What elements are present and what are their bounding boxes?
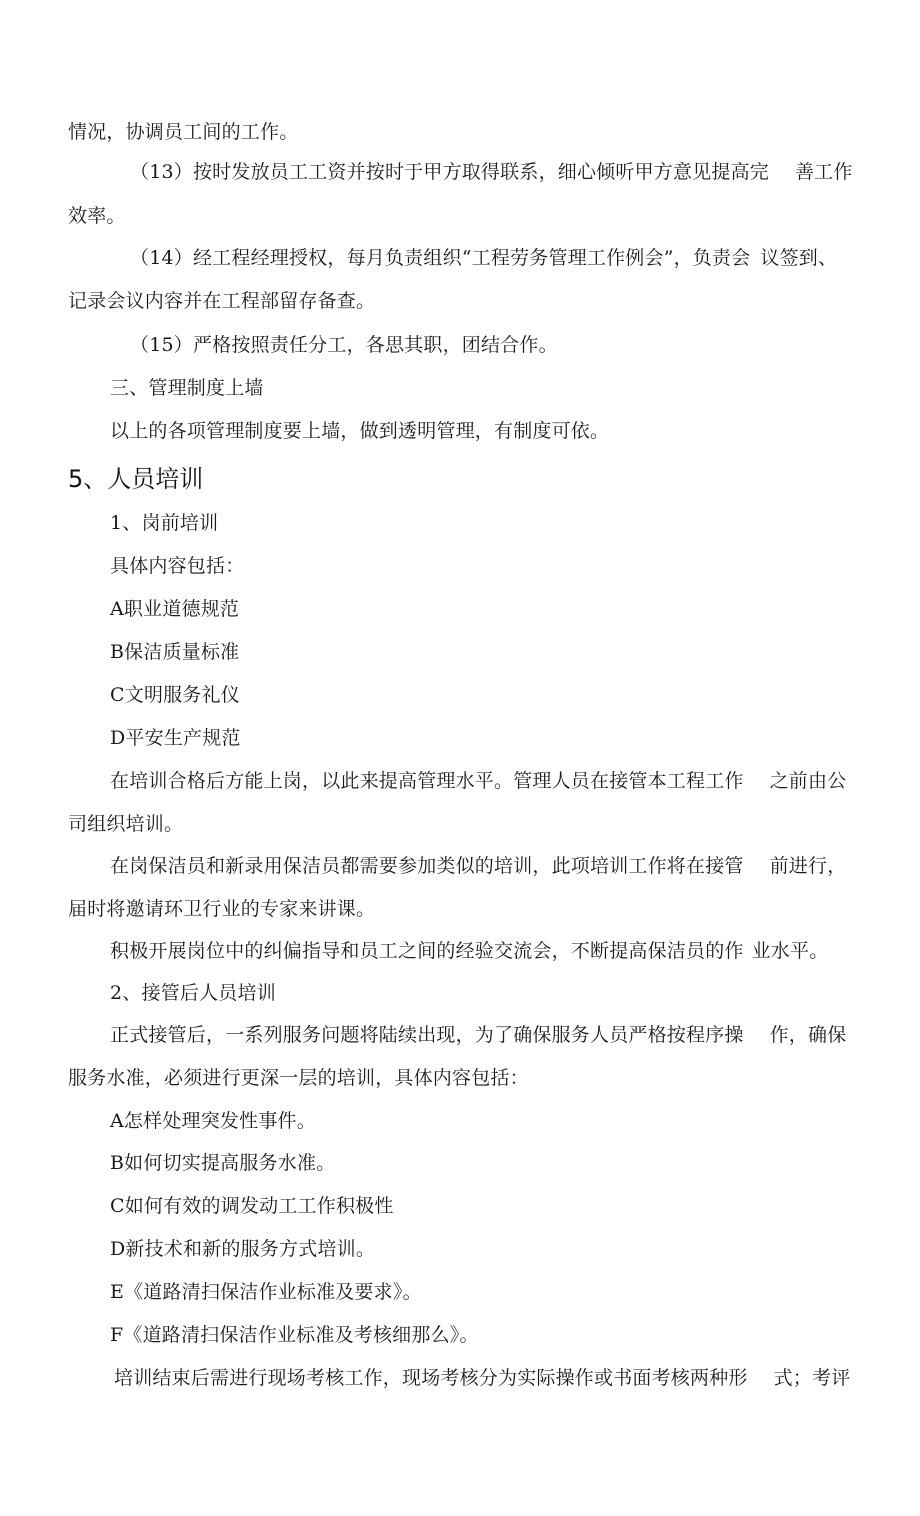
text-run: E《道路清扫保洁作业标准及要求》。	[110, 1281, 422, 1303]
text-run: 届时将邀请环卫行业的专家来讲课。	[68, 898, 376, 920]
text-run: 记录会议内容并在工程部留存备查。	[68, 290, 376, 312]
subsection-title	[110, 511, 218, 535]
paragraph-line	[110, 854, 846, 878]
text-run: 式；考评	[773, 1367, 851, 1389]
text-run: 业水平。	[751, 940, 829, 962]
text-run: F《道路清扫保洁作业标准及考核细那么》。	[110, 1324, 479, 1346]
text-run: 效率。	[68, 205, 126, 227]
paragraph-line-item-15	[130, 333, 558, 357]
list-item	[110, 1151, 335, 1175]
paragraph-line	[68, 1066, 529, 1090]
text-run: 在培训合格后方能上岗，以此来提高管理水平。管理人员在接管本工程工作	[110, 770, 744, 792]
list-item	[110, 726, 241, 750]
paragraph-line	[110, 419, 609, 443]
paragraph-line	[68, 897, 375, 921]
list-item	[110, 1109, 316, 1133]
text-run: 服务水准，必须进行更深一层的培训，具体内容包括：	[68, 1067, 529, 1089]
paragraph-line	[110, 939, 828, 963]
list-item	[110, 683, 240, 707]
text-run: 以上的各项管理制度要上墙，做到透明管理，有制度可依。	[110, 420, 610, 442]
text-run: A职业道德规范	[110, 598, 240, 620]
list-item	[110, 1323, 479, 1347]
chapter-heading: 5、人员培训	[68, 465, 204, 493]
paragraph-line	[68, 120, 298, 144]
subsection-title	[110, 981, 276, 1005]
text-run: 之前由公	[769, 770, 847, 792]
text-run: C如何有效的调发动工工作积极性	[110, 1195, 394, 1217]
paragraph-line	[68, 289, 375, 313]
paragraph-line	[110, 1023, 846, 1047]
text-run: 1、岗前培训	[110, 512, 219, 534]
text-run: 积极开展岗位中的纠偏指导和员工之间的经验交流会，不断提高保洁员的作	[110, 940, 744, 962]
text-run: A怎样处理突发性事件。	[110, 1110, 316, 1132]
list-item	[110, 1194, 394, 1218]
text-run: （14）经工程经理授权，每月负责组织“工程劳务管理工作例会”，负责会	[130, 247, 751, 269]
text-run: 前进行，	[769, 855, 847, 877]
paragraph-line	[68, 204, 126, 228]
text-run: 议签到、	[760, 247, 838, 269]
text-run: 善工作	[794, 161, 853, 183]
text-run: C文明服务礼仪	[110, 684, 240, 706]
text-run: 培训结束后需进行现场考核工作，现场考核分为实际操作或书面考核两种形	[114, 1367, 748, 1389]
paragraph-line	[110, 554, 244, 578]
text-run: 在岗保洁员和新录用保洁员都需要参加类似的培训，此项培训工作将在接管	[110, 855, 744, 877]
text-run: （13）按时发放员工工资并按时于甲方取得联系，细心倾听甲方意见提高完	[130, 161, 769, 183]
text-run: （15）严格按照责任分工，各思其职，团结合作。	[130, 334, 558, 356]
list-item	[110, 640, 239, 664]
text-run: 情况，协调员工间的工作。	[68, 121, 299, 143]
paragraph-line-item-13	[130, 160, 853, 184]
text-run: 司组织培训。	[68, 813, 184, 835]
paragraph-line-item-14	[130, 246, 837, 270]
text-run: 正式接管后，一系列服务问题将陆续出现，为了确保服务人员严格按程序操	[110, 1024, 744, 1046]
list-item	[110, 1237, 375, 1261]
text-run: B如何切实提高服务水准。	[110, 1152, 336, 1174]
text-run: 三、管理制度上墙	[110, 377, 264, 399]
list-item	[110, 1280, 422, 1304]
text-run: D新技术和新的服务方式培训。	[110, 1238, 376, 1260]
text-run: 2、接管后人员培训	[110, 982, 276, 1004]
text-run: B保洁质量标准	[110, 641, 240, 663]
text-run: 具体内容包括：	[110, 555, 245, 577]
list-item	[110, 597, 239, 621]
text-run: 作，确保	[769, 1024, 847, 1046]
paragraph-line	[114, 1366, 850, 1390]
section-title	[110, 376, 264, 400]
paragraph-line	[68, 812, 183, 836]
text-run: D平安生产规范	[110, 727, 241, 749]
paragraph-line	[110, 769, 846, 793]
